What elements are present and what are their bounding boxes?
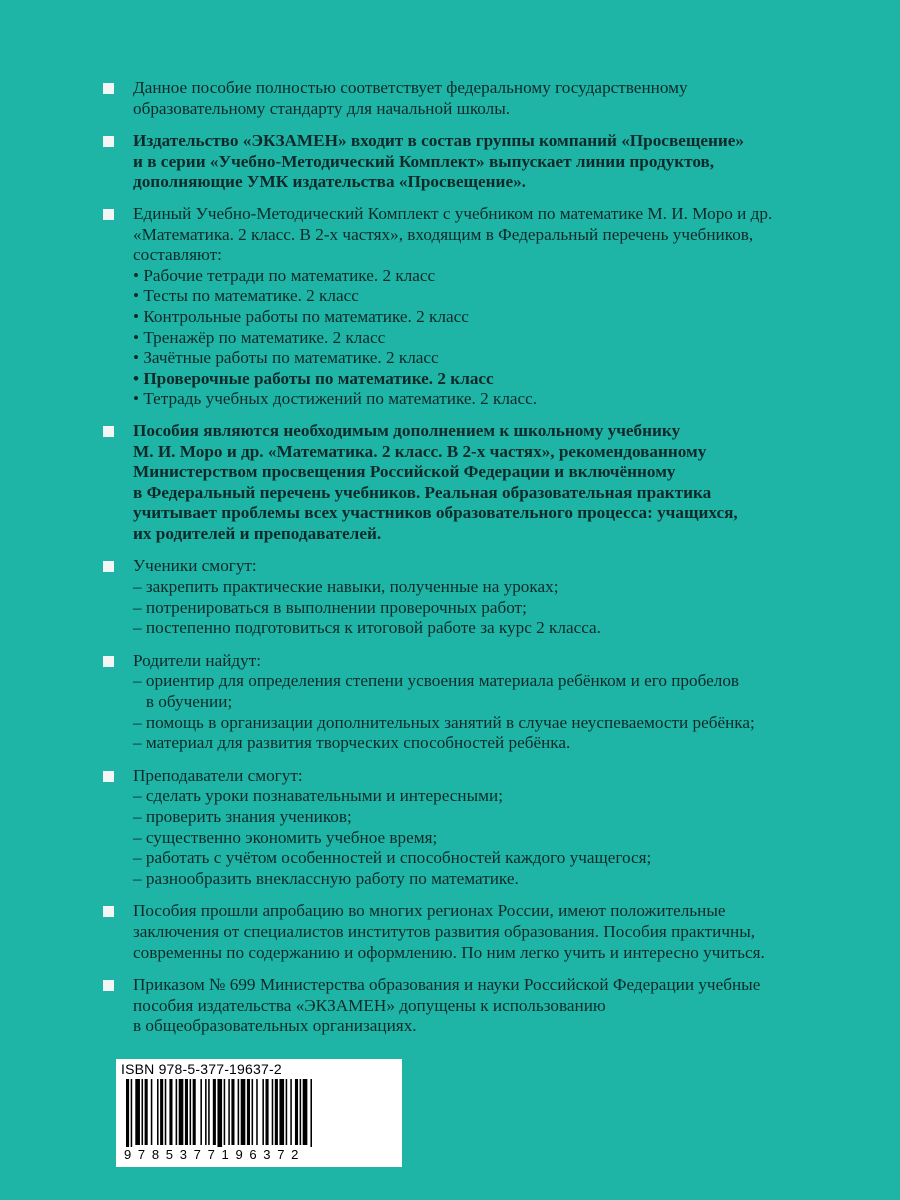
square-bullet-icon: [103, 561, 114, 572]
text-line: Родители найдут:: [133, 650, 262, 670]
barcode-bar: [151, 1079, 153, 1145]
text-line: М. И. Моро и др. «Математика. 2 класс. В 2-х частях», рекомендованному: [133, 441, 707, 461]
list-item: • Контрольные работы по математике. 2 класс: [133, 306, 469, 326]
text-line: учитывает проблемы всех участников образовательного процесса: учащихся,: [133, 503, 738, 523]
square-bullet-icon: [103, 209, 114, 220]
list-item: – работать с учётом особенностей и способностей каждого учащегося;: [133, 848, 652, 868]
barcode-bar: [300, 1079, 302, 1145]
barcode-bar: [238, 1079, 240, 1145]
barcode-bar: [241, 1079, 246, 1145]
section-fgos: [0, 78, 900, 119]
barcode-bar: [145, 1079, 148, 1145]
text-line: Пособия прошли апробацию во многих регионах России, имеют положительные: [133, 901, 726, 921]
list-item: – ориентир для определения степени усвоения материала ребёнком и его пробелов: [133, 671, 740, 691]
barcode-bar: [193, 1079, 196, 1145]
barcode-bar: [272, 1079, 274, 1145]
list-item: – проверить знания учеников;: [133, 807, 352, 826]
barcode-bar: [262, 1079, 264, 1145]
barcode-bar: [190, 1079, 192, 1145]
square-bullet-icon: [103, 426, 114, 437]
square-bullet-icon: [103, 980, 114, 991]
section-benefits: [0, 421, 900, 545]
barcode-bar: [169, 1079, 172, 1145]
text-line: Министерством просвещения Российской Федерации и включённому: [133, 462, 676, 482]
section-umk: [0, 204, 900, 410]
section-publisher: [0, 131, 900, 193]
barcode-icon: [124, 1079, 394, 1153]
barcode-bar: [176, 1079, 178, 1145]
barcode-bar: [217, 1079, 222, 1153]
barcode-bar: [266, 1079, 269, 1145]
list-item: – существенно экономить учебное время;: [133, 827, 438, 847]
text-line: Единый Учебно-Методический Комплект с учебником по математике М. И. Моро и др.: [133, 203, 773, 223]
barcode-bar: [252, 1079, 254, 1145]
text-line: Преподаватели смогут:: [133, 765, 303, 785]
barcode-bar: [131, 1079, 133, 1153]
text-line: Ученики смогут:: [133, 556, 257, 576]
text-line: пособия издательства «ЭКЗАМЕН» допущены к использованию: [133, 995, 606, 1015]
barcode-bar: [185, 1079, 188, 1145]
barcode-bar: [247, 1079, 250, 1145]
text-line: Приказом № 699 Министерства образования и науки Российской Федерации учебные: [133, 975, 761, 995]
list-item: – помощь в организации дополнительных занятий в случае неуспеваемости ребёнка;: [133, 712, 755, 732]
list-item: • Рабочие тетради по математике. 2 класс: [133, 265, 436, 285]
barcode-bar: [228, 1079, 230, 1145]
list-item: • Тренажёр по математике. 2 класс: [133, 327, 386, 347]
list-item: – потренироваться в выполнении проверочных работ;: [133, 597, 527, 617]
square-bullet-icon: [103, 136, 114, 147]
barcode-bar: [286, 1079, 288, 1145]
list-item: в обучении;: [133, 692, 233, 712]
text-line: составляют:: [133, 245, 222, 265]
text-line: заключения от специалистов институтов развития образования. Пособия практичны,: [133, 921, 756, 941]
barcode-bar: [279, 1079, 284, 1145]
text-blocks: [0, 78, 900, 1037]
barcode-bar: [179, 1079, 184, 1145]
barcode-bar: [303, 1079, 308, 1145]
text-line: «Математика. 2 класс. В 2-х частях», входящим в Федеральный перечень учебников,: [133, 224, 754, 244]
text-line: их родителей и преподавателей.: [133, 523, 382, 543]
list-item: – сделать уроки познавательными и интересными;: [133, 786, 503, 806]
list-item: • Тетрадь учебных достижений по математике. 2 класс.: [133, 389, 538, 409]
section-students: [0, 556, 900, 638]
text-line: Издательство «ЭКЗАМЕН» входит в состав группы компаний «Просвещение»: [133, 131, 745, 151]
square-bullet-icon: [103, 83, 114, 94]
barcode-bar: [231, 1079, 234, 1145]
text-line: Данное пособие полностью соответствует федеральному государственному: [133, 78, 688, 97]
barcode-bar: [275, 1079, 278, 1145]
barcode-bar: [208, 1079, 210, 1145]
section-teachers: [0, 766, 900, 890]
list-item: – постепенно подготовиться к итоговой работе за курс 2 класса.: [133, 618, 601, 638]
square-bullet-icon: [103, 771, 114, 782]
barcode-bar: [135, 1079, 140, 1145]
text-line: современны по содержанию и оформлению. По ним легко учить и интересно учиться.: [133, 942, 765, 962]
text-line: Пособия являются необходимым дополнением к школьному учебнику: [133, 420, 681, 440]
section-order: [0, 975, 900, 1037]
barcode-bar: [142, 1079, 144, 1145]
list-item: • Зачётные работы по математике. 2 класс: [133, 348, 439, 368]
section-parents: [0, 651, 900, 754]
barcode-bar: [310, 1079, 312, 1153]
barcode-bar: [126, 1079, 129, 1153]
text-line: дополняющие УМК издательства «Просвещение».: [133, 172, 526, 192]
barcode-bar: [165, 1079, 167, 1145]
text-line: в общеобразовательных организациях.: [133, 1016, 417, 1036]
isbn-barcode: [116, 1059, 402, 1167]
square-bullet-icon: [103, 906, 114, 917]
barcode-bar: [290, 1079, 292, 1145]
barcode-bar: [295, 1079, 298, 1145]
barcode-bar: [157, 1079, 159, 1145]
list-item: – закрепить практические навыки, полученные на уроках;: [133, 577, 559, 597]
list-item: – разнообразить внеклассную работу по математике.: [133, 868, 519, 888]
section-approbation: [0, 901, 900, 963]
list-item: – материал для развития творческих способностей ребёнка.: [133, 733, 571, 753]
barcode-bar: [200, 1079, 202, 1145]
text-line: образовательному стандарту для начальной школы.: [133, 98, 511, 118]
text-line: в Федеральный перечень учебников. Реальная образовательная практика: [133, 482, 712, 502]
text-line: и в серии «Учебно-Методический Комплект» выпускает линии продуктов,: [133, 151, 715, 171]
list-item: • Тесты по математике. 2 класс: [133, 286, 359, 306]
barcode-bar: [205, 1079, 207, 1145]
barcode-bar: [256, 1079, 258, 1145]
isbn-digits: 9785377196372: [124, 1147, 394, 1162]
barcode-bar: [224, 1079, 226, 1145]
isbn-label: ISBN 978-5-377-19637-2: [121, 1061, 282, 1077]
barcode-bar: [213, 1079, 216, 1145]
list-item-highlighted: • Проверочные работы по математике. 2 класс: [133, 368, 494, 388]
square-bullet-icon: [103, 656, 114, 667]
barcode-bar: [160, 1079, 163, 1145]
